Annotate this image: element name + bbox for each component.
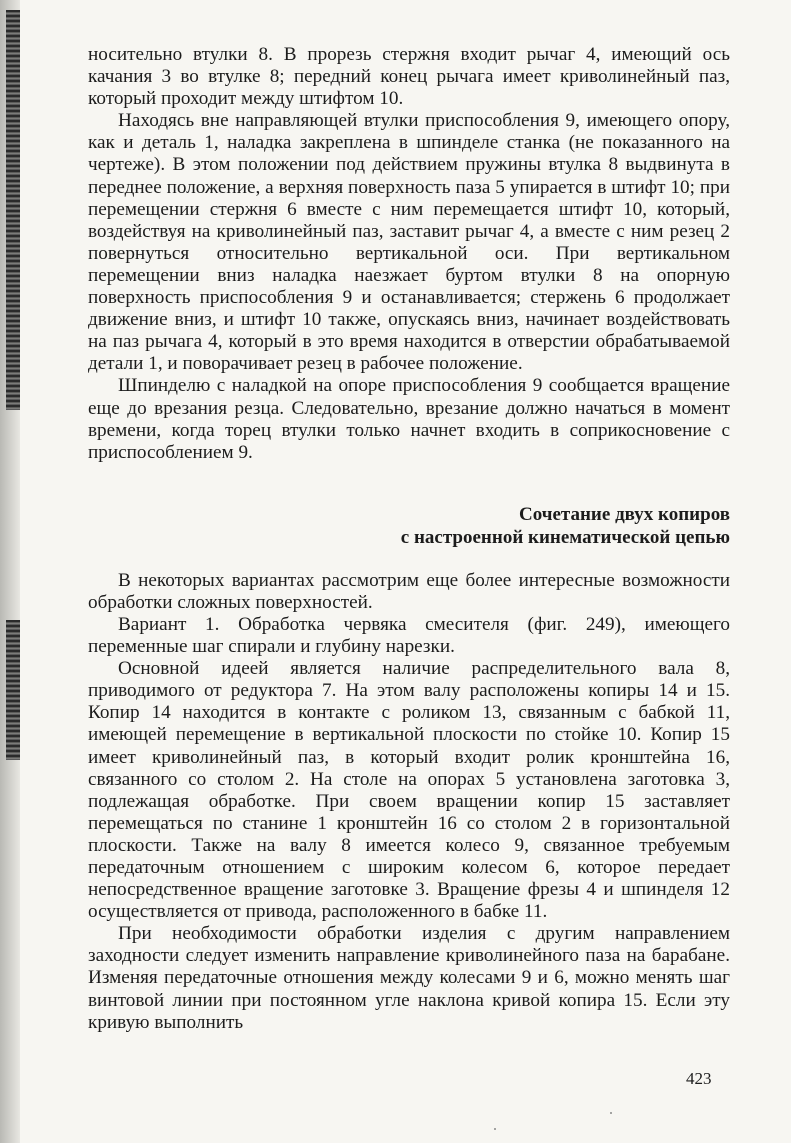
section-heading <box>88 503 730 549</box>
section-heading-line-2: с настроенной кинематической цепью <box>400 526 730 548</box>
paragraph-7: При необходимости обработки изделия с другим направлением заходности следует изменить направление криволинейного паза на барабане. Изменяя передаточные отношения между колесами 9 и 6, можно менять шаг винтовой линии при постоянном угле наклона кривой копира 15. Если эту кривую выполнить <box>88 923 730 1033</box>
paper-speck <box>494 1128 496 1130</box>
paragraph-3: Шпинделю с наладкой на опоре приспособления 9 сообщается вращение еще до врезания резца. Следовательно, врезание должно начаться в момент времени, когда торец втулки только начнет входить в соприкосновение с приспособлением 9. <box>88 375 730 463</box>
section-heading-line-1: Сочетание двух копиров <box>519 503 730 525</box>
page-number: 423 <box>686 1069 712 1088</box>
paragraph-4: В некоторых вариантах рассмотрим еще более интересные возможности обработки сложных поверхностей. <box>88 569 730 613</box>
binding-shadow-lower <box>6 620 20 760</box>
paragraph-5: Вариант 1. Обработка червяка смесителя (фиг. 249), имеющего переменные шаг спирали и глубину нарезки. <box>88 613 730 658</box>
paragraph-6: Основной идеей является наличие распределительного вала 8, приводимого от редуктора 7. На этом валу расположены копиры 14 и 15. Копир 14 находится в контакте с роликом 13, связанным с бабкой 11, имеющей перемещение в вертикальной плоскости по стойке 10. Копир 15 имеет криволинейный паз, в который входит ролик кронштейна 16, связанного со столом 2. На столе на опорах 5 установлена заготовка 3, подлежащая обработке. При своем вращении копир 15 заставляет перемещаться по станине 1 кронштейн 16 со столом 2 в горизонтальной плоскости. Также на валу 8 имеется колесо 9, связанное требуемым передаточным отношением с широким колесом 6, которое передает непосредственное вращение заготовке 3. Вращение фрезы 4 и шпинделя 12 осуществляется от привода, расположенного в бабке 11. <box>88 658 730 923</box>
paper-speck <box>610 1112 612 1114</box>
page-body <box>88 44 730 1034</box>
paragraph-1: носительно втулки 8. В прорезь стержня входит рычаг 4, имеющий ось качания 3 во втулке 8; передний конец рычага имеет криволинейный паз, который проходит между штифтом 10. <box>88 44 730 110</box>
binding-shadow-upper <box>6 10 20 410</box>
binding-edge <box>0 0 20 1143</box>
paragraph-2: Находясь вне направляющей втулки приспособления 9, имеющего опору, как и деталь 1, наладка закреплена в шпинделе станка (не показанного на чертеже). В этом положении под действием пружины втулка 8 выдвинута в переднее положение, а верхняя поверхность паза 5 упирается в штифт 10; при перемещении стержня 6 вместе с ним перемещается штифт 10, который, воздействуя на криволинейный паз, заставит рычаг 4, а вместе с ним резец 2 повернуться относительно вертикальной оси. При вертикальном перемещении вниз наладка наезжает буртом втулки 8 на опорную поверхность приспособления 9 и останавливается; стержень 6 продолжает движение вниз, и штифт 10 также, опускаясь вниз, начинает воздействовать на паз рычага 4, который в это время находится в отверстии обрабатываемой детали 1, и поворачивает резец в рабочее положение. <box>88 110 730 375</box>
